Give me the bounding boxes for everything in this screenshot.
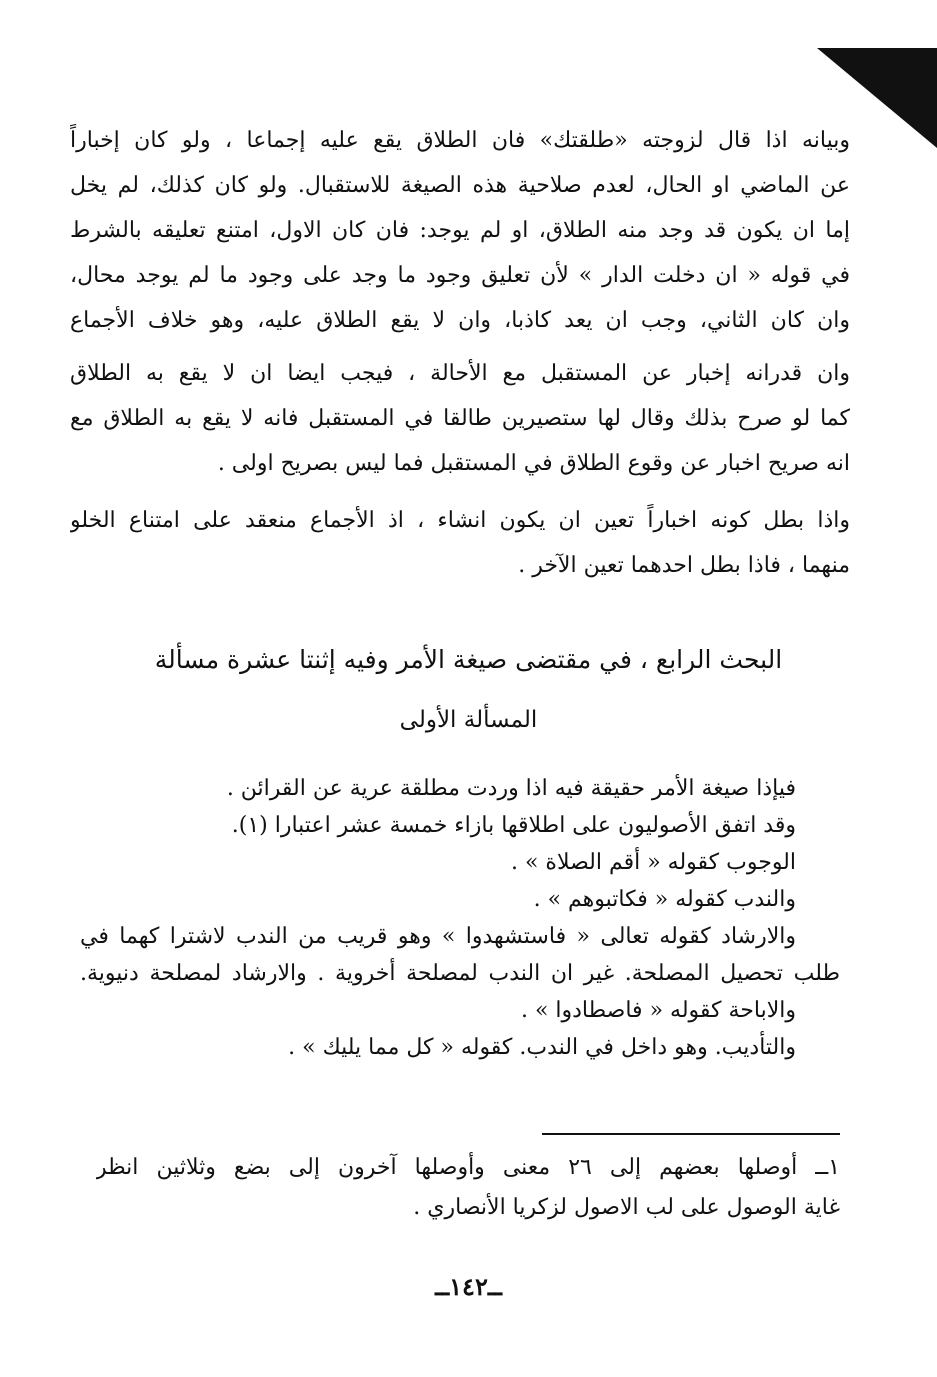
definitions-list <box>80 770 840 1066</box>
sub-heading: المسألة الأولى <box>399 707 538 733</box>
section-heading: البحث الرابع ، في مقتضى صيغة الأمر وفيه إثنتا عشرة مسألة <box>154 645 783 674</box>
page-number: ــ١٤٢ــ <box>435 1272 502 1301</box>
text-line: انه صريح اخبار عن وقوع الطلاق في المستقبل فما ليس بصريح اولى . <box>217 451 850 476</box>
paragraph-1 <box>70 118 850 343</box>
list-line: طلب تحصيل المصلحة. غير ان الندب لمصلحة أخروية . والارشاد لمصلحة دنيوية. <box>80 961 840 986</box>
list-line: والندب كقوله « فكاتبوهم » . <box>533 887 796 912</box>
list-line: فيإذا صيغة الأمر حقيقة فيه اذا وردت مطلقة عرية عن القرائن . <box>226 776 796 801</box>
text-line: وان كان الثاني، وجب ان يعد كاذبا، وان لا يقع الطلاق عليه، وهو خلاف الأجماع <box>70 308 850 333</box>
list-line: الوجوب كقوله « أقم الصلاة » . <box>510 850 796 875</box>
list-line: والتأديب. وهو داخل في الندب. كقوله « كل مما يليك » . <box>288 1035 796 1060</box>
text-line: عن الماضي او الحال، لعدم صلاحية هذه الصيغة للاستقبال. ولو كان كذلك، لم يخل <box>70 173 850 198</box>
paragraph-3 <box>70 498 850 588</box>
main-text-body <box>70 118 850 588</box>
text-line: منهما ، فاذا بطل احدهما تعين الآخر . <box>518 553 850 578</box>
footnote-line: ١ــ أوصلها بعضهم إلى ٢٦ معنى وأوصلها آخرون إلى بضع وثلاثين انظر <box>96 1155 840 1180</box>
list-line: والاباحة كقوله « فاصطادوا » . <box>520 998 796 1023</box>
list-line: وقد اتفق الأصوليون على اطلاقها بازاء خمسة عشر اعتبارا (١). <box>231 813 796 838</box>
text-line: كما لو صرح بذلك وقال لها ستصيرين طالقا في المستقبل فانه لا يقع به الطلاق مع <box>70 406 850 431</box>
paragraph-2 <box>70 351 850 486</box>
footnote <box>96 1148 840 1228</box>
text-line: واذا بطل كونه اخباراً تعين ان يكون انشاء ، اذ الأجماع منعقد على امتناع الخلو <box>70 508 850 533</box>
text-line: إما ان يكون قد وجد منه الطلاق، او لم يوجد: فان كان الاول، امتنع تعليقه بالشرط <box>70 218 850 243</box>
list-line: والارشاد كقوله تعالى « فاستشهدوا » وهو قريب من الندب لاشترا كهما في <box>80 924 796 949</box>
text-line: في قوله « ان دخلت الدار » لأن تعليق وجود ما وجد على وجود ما لم يوجد محال، <box>70 263 850 288</box>
footnote-line: غاية الوصول على لب الاصول لزكريا الأنصاري . <box>413 1195 840 1220</box>
footnote-divider <box>542 1133 840 1135</box>
text-line: وان قدرانه إخبار عن المستقبل مع الأحالة ، فيجب ايضا ان لا يقع به الطلاق <box>70 361 850 386</box>
text-line: وبيانه اذا قال لزوجته «طلقتك» فان الطلاق يقع عليه إجماعا ، ولو كان إخباراً <box>70 128 850 153</box>
